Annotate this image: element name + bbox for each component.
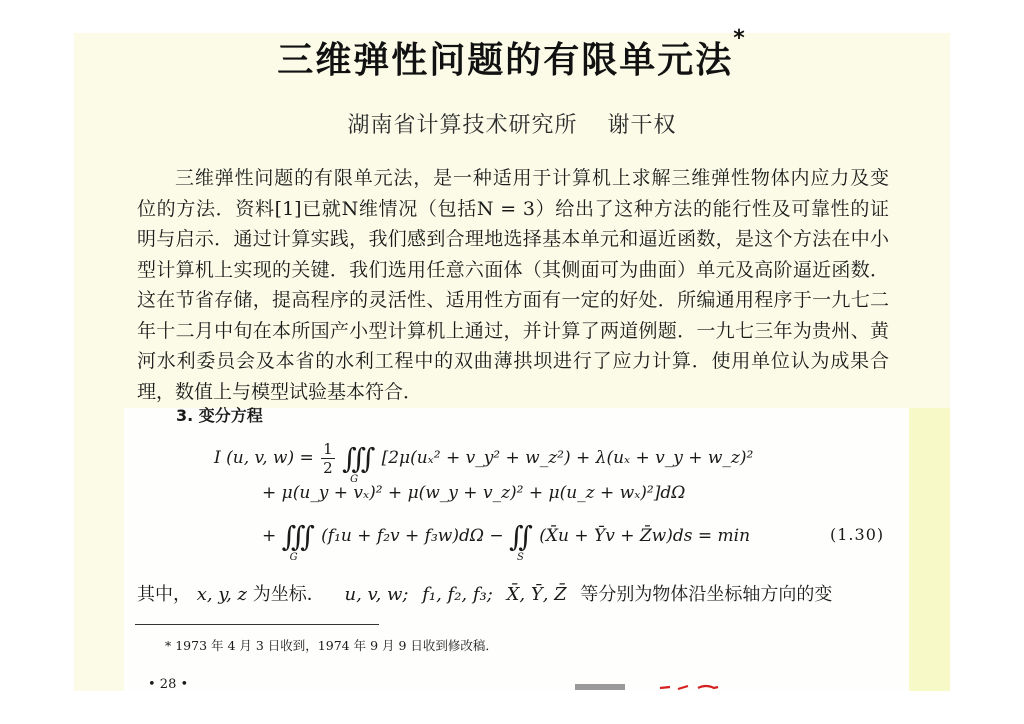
triple-integral-2: ∭ G xyxy=(281,520,308,563)
paragraph-line: 三维弹性问题的有限单元法，是一种适用于计算机上求解三维弹性物体内应力及变 xyxy=(175,167,889,189)
author-name: 谢干权 xyxy=(607,113,677,138)
footnote: * 1973 年 4 月 3 日收到，1974 年 9 月 9 日收到修改稿． xyxy=(165,638,498,653)
where-clause: 其中， x, y, z 为坐标． u, v, w; f₁, f₂, f₃; X̄, Ȳ, Z̄ 等分别为物体沿坐标轴方向的变 xyxy=(137,584,833,605)
byline xyxy=(0,108,1024,139)
surface-integral: ∬ S xyxy=(509,520,526,563)
paragraph-line: 明与启示．通过计算实践，我们感到合理地选择基本单元和逼近函数，是这个方法在中小 xyxy=(137,228,889,250)
equation-body-force-term: (f₁u + f₂v + f₃w)dΩ − xyxy=(321,526,504,546)
equation-line-1 xyxy=(214,440,754,485)
section-heading: 3. 变分方程 xyxy=(176,406,263,425)
paragraph-line: 理，数值上与模型试验基本符合． xyxy=(137,380,423,403)
equation-traction-term: (X̄u + Ȳv + Z̄w)ds = min xyxy=(539,526,751,546)
red-pen-mark xyxy=(658,683,720,691)
intro-paragraph xyxy=(137,163,889,407)
scan-artifact-gray-bar xyxy=(575,684,625,690)
scan-background-left xyxy=(74,408,124,691)
scan-background-right xyxy=(909,408,950,691)
paragraph-line: 年十二月中旬在本所国产小型计算机上通过，并计算了两道例题．一九七三年为贵州、黄 xyxy=(137,319,889,342)
page-number: • 28 • xyxy=(148,677,189,692)
equation-term-1: [2μ(uₓ² + v_y² + w_z²) + λ(uₓ + v_y + w_z)² xyxy=(381,448,754,468)
title-footnote-marker: * xyxy=(733,26,747,51)
equation-number: (1.30) xyxy=(830,525,885,544)
fraction-half: $\frac{1}{2}$ xyxy=(323,440,333,477)
equation-lhs: I (u, v, w) = xyxy=(214,448,314,468)
paper-title: 三维弹性问题的有限单元法* xyxy=(277,26,747,81)
triple-integral: ∭ G xyxy=(342,442,369,485)
equation-line-2: + μ(u_y + vₓ)² + μ(w_y + v_z)² + μ(u_z + wₓ)²]dΩ xyxy=(262,483,686,503)
paragraph-line: 这在节省存储，提高程序的灵活性、适用性方面有一定的好处．所编通用程序于一九七二 xyxy=(137,289,889,311)
paragraph-line: 位的方法．资料[1]已就N维情况（包括N = 3）给出了这种方法的能行性及可靠性的证 xyxy=(137,197,889,220)
paragraph-line: 型计算机上实现的关键．我们选用任意六面体（其侧面可为曲面）单元及高阶逼近函数． xyxy=(137,258,889,281)
paragraph-line: 河水利委员会及本省的水利工程中的双曲薄拱坝进行了应力计算．使用单位认为成果合 xyxy=(137,350,889,372)
equation-line-3: + ∭ G (f₁u + f₂v + f₃w)dΩ − ∬ S (X̄u + Ȳv + Z̄w)ds = min xyxy=(262,520,751,563)
footnote-separator xyxy=(135,624,379,625)
affiliation: 湖南省计算技术研究所 xyxy=(347,113,578,138)
